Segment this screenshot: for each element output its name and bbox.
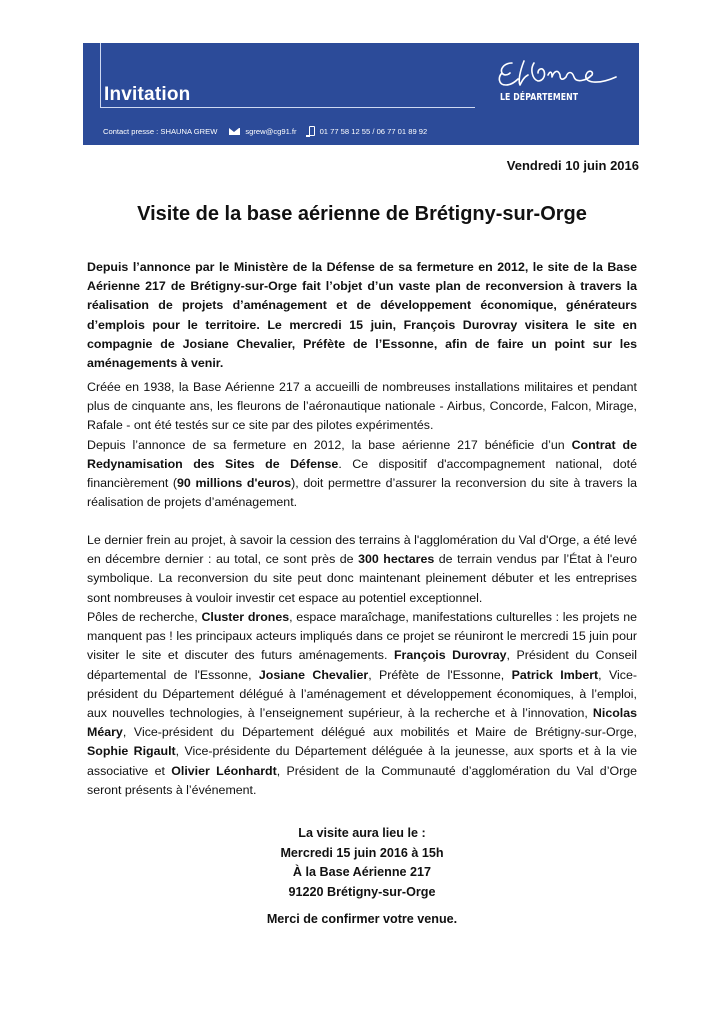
funding-amount: 90 millions d'euros [177, 476, 292, 491]
projects-text: Pôles de recherche, [87, 610, 202, 624]
intro-paragraph: Depuis l’annonce par le Ministère de la Défense de sa fermeture en 2012, le site de la Base Aérienne 217 de Brétigny-sur-Orge fait l’objet d’un vaste plan de reconversion à travers la réalisation de projets d’aménagement et de développement économique, générateurs d’emplois pour le territoire. Le mercredi 15 juin, François Durovray visitera le site en compagnie de Josiane Chevalier, Préfète de l’Essonne, afin de faire un point sur les aménagements à venir. [87, 260, 637, 371]
participants-paragraph [87, 608, 637, 800]
logo-subtitle: LE DÉPARTEMENT [500, 92, 579, 103]
visit-location: À la Base Aérienne 217 [292, 865, 432, 879]
visit-details [0, 824, 724, 902]
participant-role: , Vice-président du Département délégué à l’aménagement et développement économiques, à l’emploi, aux nouvelles technologies, à l’enseignement supérieur, à la recherche et à l’innovation, [87, 667, 637, 721]
participant-name: François Durovray [393, 648, 507, 663]
participant-name: Olivier Léonhardt [171, 763, 277, 778]
history-text: Créée en 1938, la Base Aérienne 217 a accueilli de nombreuses installations militaires et pendant plus de cinquante ans, les fleurons de l’aéronautique nationale - Airbus, Concorde, Falcon, Mirage, Rafale - ont été testés sur ce site par des pilotes expérimentés. [87, 380, 637, 433]
header-banner [83, 43, 639, 145]
contract-name: Contrat de Redynamisation des Sites de Défense [87, 437, 637, 471]
visit-address: 91220 Brétigny-sur-Orge [288, 884, 436, 899]
visit-intro: La visite aura lieu le : [298, 826, 426, 840]
decorative-horizontal-line [100, 107, 475, 108]
participant-role: , Président du Conseil départemental de l'Essonne, [87, 648, 637, 682]
confirm-request: Merci de confirmer votre venue. [266, 912, 458, 926]
participant-name: Patrick Imbert [511, 667, 599, 682]
essonne-signature-logo [494, 55, 624, 91]
invitation-title: Invitation [104, 84, 191, 105]
cluster-drones: Cluster drones [201, 610, 290, 624]
land-paragraph [87, 531, 637, 608]
contract-text: . Ce dispositif d'accompagnement national, doté financièrement ( [87, 456, 637, 491]
decorative-vertical-line [100, 43, 101, 107]
land-text-end: de terrain vendus par l’État à l'euro symbolique. La reconversion du site peut donc maintenant pleinement débuter et les entreprises sont nombreuses à vouloir investir cet espace au potentiel exceptionnel. [87, 552, 637, 605]
press-contact [103, 126, 427, 136]
visit-datetime: Mercredi 15 juin 2016 à 15h [280, 845, 444, 860]
participant-role: , Vice-président du Département délégué aux mobilités et Maire de Brétigny-sur-Orge, [122, 725, 637, 740]
essonne-logo [494, 55, 624, 115]
projects-text-end: , espace maraîchage, manifestations culturelles : les projets ne manquent pas ! les principaux acteurs impliqués dans ce projet se réuniront le mercredi 15 juin pour visiter le site et discuter des futurs aménagements. [87, 610, 637, 663]
document-date: Vendredi 10 juin 2016 [506, 158, 639, 173]
contract-end-text: ), doit permettre d’assurer la reconversion du site à travers la réalisation de projets d’aménagement. [87, 476, 637, 510]
contract-intro-text: Depuis l’annonce de sa fermeture en 2012, la base aérienne 217 bénéficie d’un [87, 437, 572, 452]
participant-name: Sophie Rigault [87, 744, 176, 759]
phone-icon [309, 126, 315, 136]
contact-phone: 01 77 58 12 55 / 06 77 01 89 92 [319, 126, 428, 136]
history-paragraph [87, 378, 637, 512]
contact-email[interactable]: sgrew@cg91.fr [245, 126, 297, 136]
participant-role: , Président de la Communauté d’agglomération du Val d’Orge seront présents à l’événement. [87, 763, 637, 797]
land-text: Le dernier frein au projet, à savoir la cession des terrains à l'agglomération du Val d'Orge, a été levé en décembre dernier : au total, ce sont près de [87, 533, 637, 567]
mail-icon [229, 128, 240, 135]
participant-name: Nicolas Méary [87, 706, 637, 740]
participant-role: , Vice-présidente du Département déléguée à la jeunesse, aux sports et à la vie associative et [87, 744, 637, 778]
participant-role: , Préfète de l'Essonne, [368, 667, 512, 682]
hectares-value: 300 hectares [358, 552, 435, 567]
document-title: Visite de la base aérienne de Brétigny-sur-Orge [137, 203, 587, 225]
participant-name: Josiane Chevalier [258, 667, 369, 682]
contact-label: Contact presse : SHAUNA GREW [103, 126, 218, 136]
